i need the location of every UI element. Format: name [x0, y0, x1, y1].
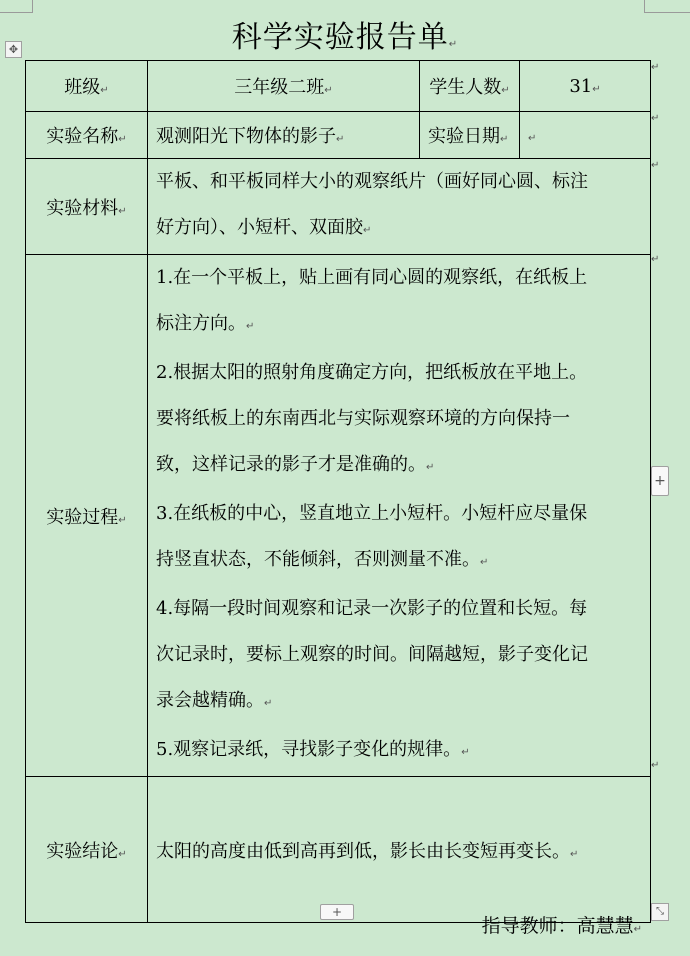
add-row-button[interactable]: + — [320, 904, 354, 920]
date-value-cell[interactable]: ↵ — [520, 112, 651, 159]
table-row — [26, 61, 651, 112]
students-label-cell[interactable]: 学生人数↵ — [420, 61, 520, 112]
class-label-cell[interactable]: 班级↵ — [26, 61, 148, 112]
process-line: 3.在纸板的中心，竖直地立上小短杆。小短杆应尽量保 — [156, 503, 588, 524]
process-value-cell[interactable] — [148, 255, 651, 777]
process-line: 持竖直状态，不能倾斜，否则测量不准。↵ — [156, 549, 489, 570]
table-row — [26, 255, 651, 777]
class-value-cell[interactable]: 三年级二班↵ — [148, 61, 420, 112]
row-end-mark: ↵ — [651, 254, 660, 265]
add-column-button[interactable]: + — [651, 466, 669, 496]
name-label-cell[interactable]: 实验名称↵ — [26, 112, 148, 159]
instructor-signature: 指导教师：高慧慧↵ — [481, 915, 642, 937]
materials-value-cell[interactable] — [148, 159, 651, 255]
process-label-cell[interactable]: 实验过程↵ — [26, 255, 148, 777]
process-line: 标注方向。↵ — [156, 313, 255, 334]
process-line: 2.根据太阳的照射角度确定方向，把纸板放在平地上。 — [156, 362, 588, 383]
page-corner-top-right — [644, 0, 690, 13]
report-table — [25, 60, 651, 923]
row-end-mark: ↵ — [651, 62, 660, 73]
row-end-mark: ↵ — [651, 760, 660, 771]
process-line: 次记录时，要标上观察的时间。间隔越短，影子变化记 — [156, 644, 588, 665]
materials-line: 好方向）、小短杆、双面胶↵ — [156, 217, 372, 238]
students-value-cell[interactable]: 31↵ — [520, 61, 651, 112]
process-line: 致，这样记录的影子才是准确的。↵ — [156, 454, 435, 475]
process-line: 1.在一个平板上，贴上画有同心圆的观察纸，在纸板上 — [156, 267, 588, 288]
page-title: 科学实验报告单↵ — [231, 20, 459, 55]
materials-label-cell[interactable]: 实验材料↵ — [26, 159, 148, 255]
row-end-mark: ↵ — [651, 113, 660, 124]
process-line: 要将纸板上的东南西北与实际观察环境的方向保持一 — [156, 408, 570, 429]
conclusion-value-cell[interactable]: 太阳的高度由低到高再到低，影长由长变短再变长。↵ — [148, 777, 651, 923]
conclusion-label-cell[interactable]: 实验结论↵ — [26, 777, 148, 923]
table-row — [26, 112, 651, 159]
process-line: 录会越精确。↵ — [156, 690, 273, 711]
date-label-cell[interactable]: 实验日期↵ — [420, 112, 520, 159]
table-row — [26, 777, 651, 923]
table-row — [26, 159, 651, 255]
page-corner-top-left — [0, 0, 33, 13]
name-value-cell[interactable]: 观测阳光下物体的影子↵ — [148, 112, 420, 159]
materials-line: 平板、和平板同样大小的观察纸片（画好同心圆、标注 — [156, 171, 588, 192]
table-move-handle-icon[interactable]: ✥ — [5, 41, 22, 58]
process-line: 5.观察记录纸，寻找影子变化的规律。↵ — [156, 739, 470, 760]
row-end-mark: ↵ — [651, 160, 660, 171]
table-resize-icon[interactable]: ⤡ — [651, 903, 669, 921]
process-line: 4.每隔一段时间观察和记录一次影子的位置和长短。每 — [156, 598, 588, 619]
